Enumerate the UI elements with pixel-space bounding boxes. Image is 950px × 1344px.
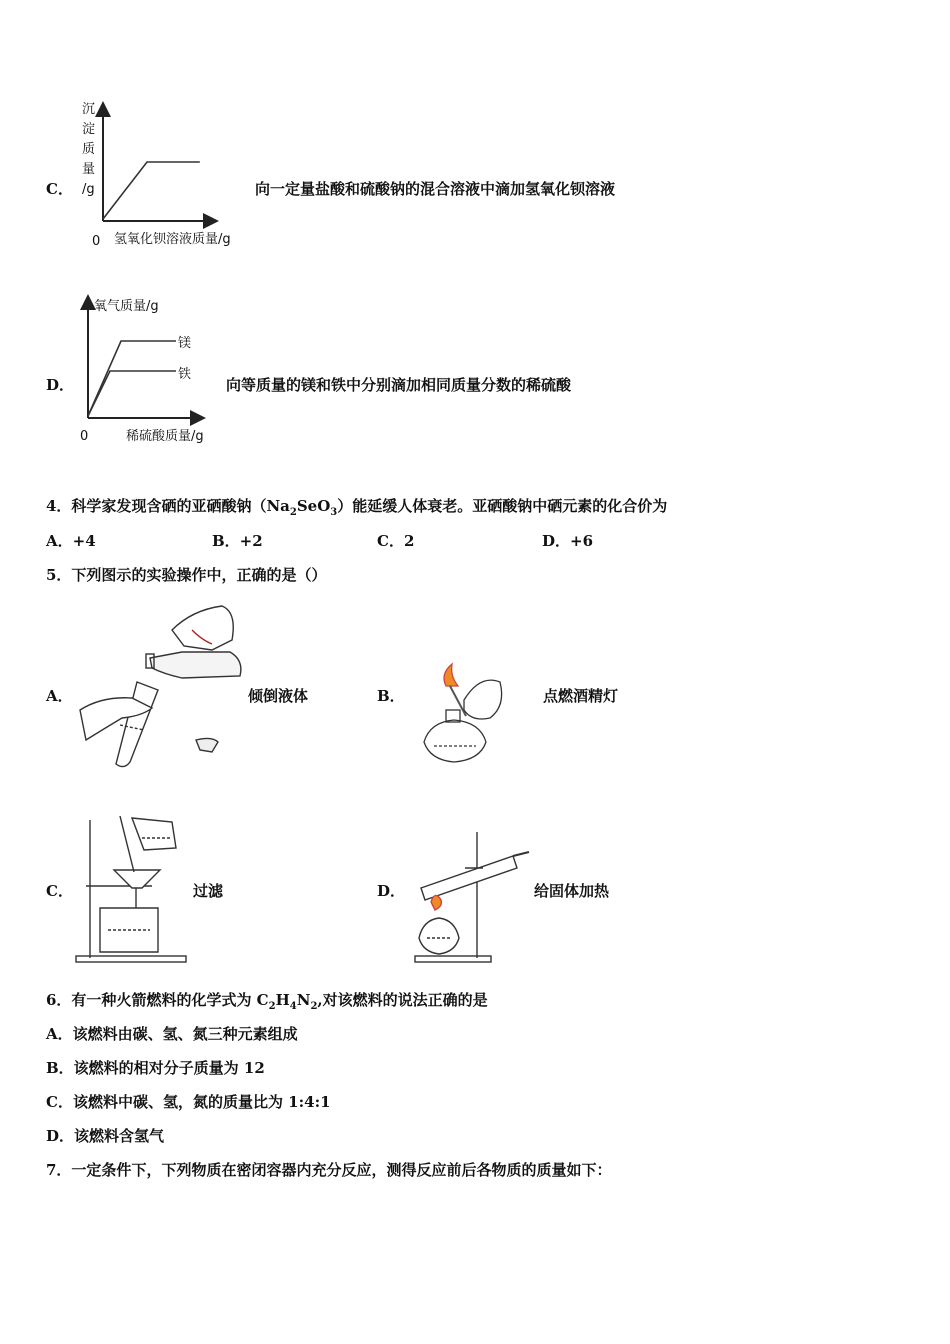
ylabel-char-3: 质 xyxy=(82,142,96,157)
option-d-label: D． xyxy=(46,376,75,394)
q4-option-b: B．+2 xyxy=(212,532,263,550)
q6-option-d: D．该燃料含氢气 xyxy=(46,1127,165,1145)
q4-option-d: D．+6 xyxy=(542,532,594,550)
series-line-mg xyxy=(88,341,176,416)
question-6-stem: 6．有一种火箭燃料的化学式为 $C_2H_4N_2$,对该燃料的说法正确的是 xyxy=(46,991,488,1012)
series-line-precipitate xyxy=(103,162,200,219)
ylabel-char-5: /g xyxy=(82,182,95,197)
q6-option-b: B．该燃料的相对分子质量为 12 xyxy=(46,1059,265,1077)
q6-option-a: A．该燃料由碳、氢、氮三种元素组成 xyxy=(46,1025,298,1043)
xlabel: 稀硫酸质量/g xyxy=(126,429,204,444)
q6-option-c: C．该燃料中碳、氢，氮的质量比为 1:4:1 xyxy=(46,1093,331,1111)
chart-hydrogen xyxy=(70,290,230,450)
q5-option-b-text: 点燃酒精灯 xyxy=(543,687,619,705)
q5-option-a-text: 倾倒液体 xyxy=(248,687,309,705)
alcohol-lamp-illustration xyxy=(410,660,520,770)
origin-label: 0 xyxy=(92,234,101,249)
pouring-liquid-illustration xyxy=(72,600,247,770)
option-c-desc: 向一定量盐酸和硫酸钠的混合溶液中滴加氢氧化钡溶液 xyxy=(255,180,616,198)
q5-option-c-text: 过滤 xyxy=(193,882,224,900)
chart-precipitate xyxy=(70,95,270,255)
question-7-stem: 7．一定条件下，下列物质在密闭容器内充分反应，测得反应前后各物质的质量如下： xyxy=(46,1161,612,1179)
q4-option-c: C．2 xyxy=(377,532,415,550)
q5-option-d-text: 给固体加热 xyxy=(534,882,610,900)
q4-option-a: A．+4 xyxy=(46,532,96,550)
origin-label: 0 xyxy=(80,429,89,444)
option-d-desc: 向等质量的镁和铁中分别滴加相同质量分数的稀硫酸 xyxy=(226,376,572,394)
question-4-stem: 4．科学家发现含硒的亚硒酸钠$(Na_2SeO_3)$能延缓人体衰老。亚硒酸钠中硒元素的化合价为 xyxy=(46,497,668,518)
ylabel: 氧气质量/g xyxy=(94,299,159,314)
series-line-fe xyxy=(88,371,176,416)
xlabel: 氢氧化钡溶液质量/g xyxy=(114,232,231,247)
legend-fe: 铁 xyxy=(178,367,192,382)
question-5-stem: 5．下列图示的实验操作中，正确的是（） xyxy=(46,566,327,584)
ylabel-char-4: 量 xyxy=(82,162,96,177)
filtration-illustration xyxy=(72,812,192,967)
q5-option-b-label: B． xyxy=(377,687,405,705)
ylabel-char-2: 淀 xyxy=(82,122,96,137)
ylabel-char-1: 沉 xyxy=(82,102,96,117)
q5-option-a-label: A． xyxy=(46,687,73,705)
q5-option-d-label: D． xyxy=(377,882,406,900)
heating-solid-illustration xyxy=(405,826,535,966)
option-c-label: C． xyxy=(46,180,73,198)
legend-mg: 镁 xyxy=(178,336,192,351)
q5-option-c-label: C． xyxy=(46,882,73,900)
